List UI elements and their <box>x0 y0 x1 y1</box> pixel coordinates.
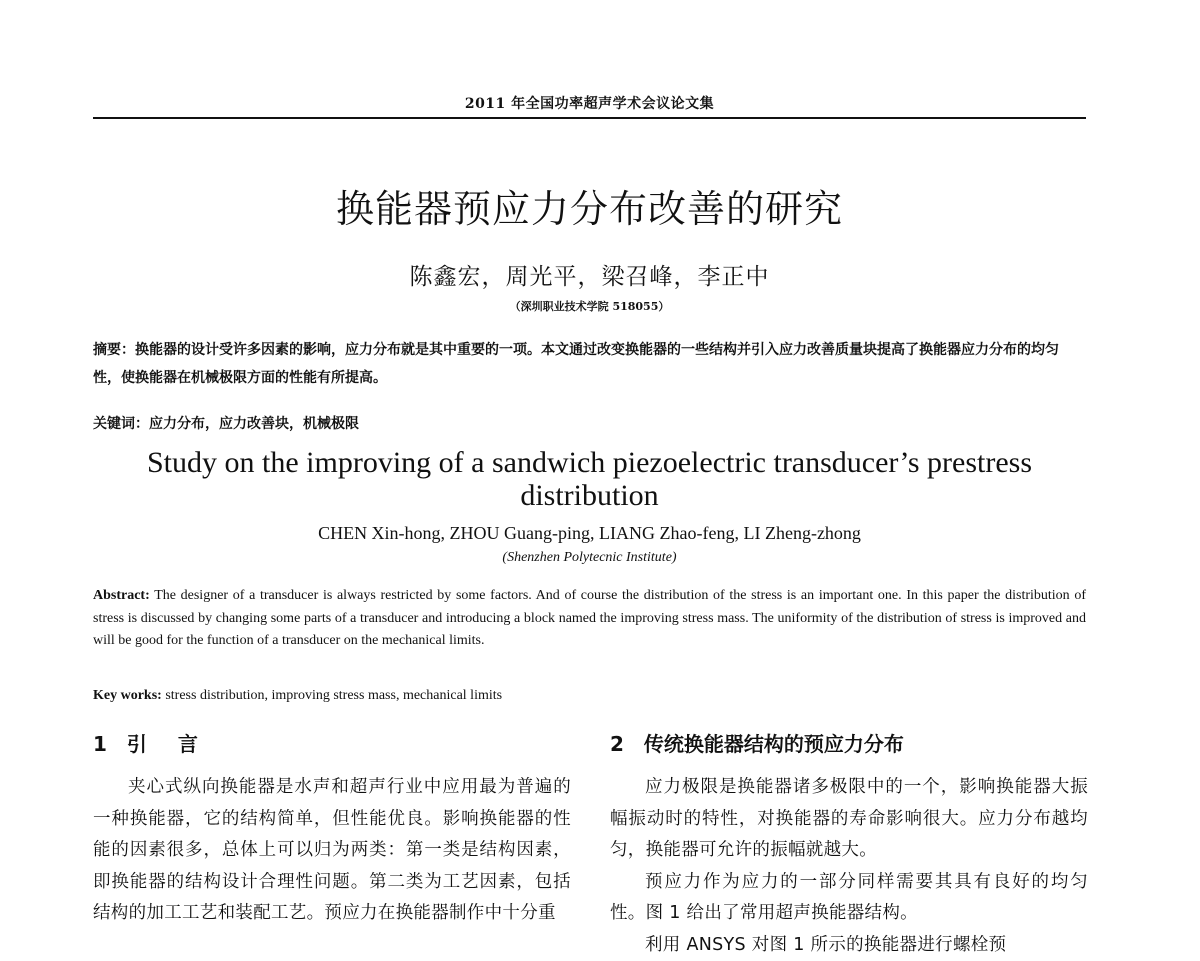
english-abstract <box>93 585 1086 653</box>
chinese-abstract-label: 摘要： <box>93 342 135 358</box>
chinese-abstract-text: 换能器的设计受许多因素的影响，应力分布就是其中重要的一项。本文通过改变换能器的一些结构并引入应力改善质量块提高了换能器应力分布的均匀性，使换能器在机械极限方面的性能有所提高。 <box>93 342 1059 386</box>
english-authors: CHEN Xin-hong, ZHOU Guang-ping, LIANG Zhao-feng, LI Zheng-zhong <box>93 523 1086 544</box>
english-keywords <box>93 688 1086 704</box>
section-2-paragraph-2: 预应力作为应力的一部分同样需要其具有良好的均匀性。图 1 给出了常用超声换能器结构。 <box>610 867 1088 930</box>
chinese-abstract <box>93 336 1086 392</box>
header-rule <box>93 117 1086 119</box>
section-2-paragraph-3: 利用 ANSYS 对图 1 所示的换能器进行螺栓预 <box>610 930 1088 961</box>
english-title: Study on the improving of a sandwich piezoelectric transducer’s prestress distribution <box>93 446 1086 512</box>
running-head: 2011 年全国功率超声学术会议论文集 <box>93 93 1086 113</box>
english-abstract-text: The designer of a transducer is always restricted by some factors. And of course the distribution of the stress is an important one. In this paper the distribution of stress is discussed by changing some parts of a transducer and introducing a block named the improving stress mass. The uniformity of the distribution of stress is improved and will be good for the function of a transducer on the mechanical limits. <box>93 588 1086 648</box>
left-column <box>93 728 571 930</box>
english-affiliation-text: (Shenzhen Polytecnic Institute) <box>502 550 676 565</box>
chinese-title: 换能器预应力分布改善的研究 <box>93 178 1086 233</box>
section-1-number: 1 <box>93 732 107 756</box>
chinese-keywords <box>93 413 1086 433</box>
section-2-paragraph-1: 应力极限是换能器诸多极限中的一个，影响换能器大振幅振动时的特性，对换能器的寿命影响很大。应力分布越均匀，换能器可允许的振幅就越大。 <box>610 772 1088 867</box>
section-1-title: 引 言 <box>127 732 210 756</box>
section-2-title: 传统换能器结构的预应力分布 <box>644 732 904 756</box>
chinese-authors: 陈鑫宏，周光平，梁召峰，李正中 <box>93 258 1086 291</box>
english-affiliation <box>93 550 1086 566</box>
section-1-paragraph: 夹心式纵向换能器是水声和超声行业中应用最为普遍的一种换能器，它的结构简单，但性能优良。影响换能器的性能的因素很多，总体上可以归为两类：第一类是结构因素，即换能器的结构设计合理性问题。第二类为工艺因素，包括结构的加工工艺和装配工艺。预应力在换能器制作中十分重 <box>93 772 571 930</box>
section-1-heading <box>93 728 571 760</box>
english-keywords-text: stress distribution, improving stress mass, mechanical limits <box>165 688 502 703</box>
right-column <box>610 728 1088 961</box>
chinese-keywords-text: 应力分布，应力改善块，机械极限 <box>149 416 359 432</box>
section-2-number: 2 <box>610 732 624 756</box>
english-abstract-label: Abstract: <box>93 588 150 603</box>
english-keywords-label: Key works: <box>93 688 162 703</box>
chinese-affiliation: （深圳职业技术学院 518055） <box>93 298 1086 314</box>
section-2-heading <box>610 728 1088 760</box>
chinese-keywords-label: 关键词： <box>93 416 149 432</box>
